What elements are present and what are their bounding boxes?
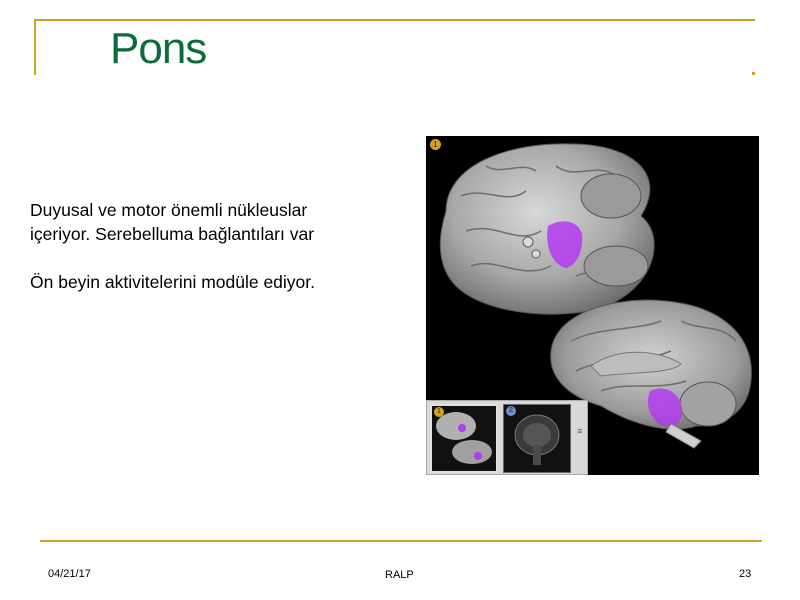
brain-figure: [426, 136, 759, 475]
body-line-1: Duyusal ve motor önemli nükleuslar: [30, 200, 308, 220]
thumbnail-badge-2: 2: [506, 406, 516, 416]
thumbnail-strip: [426, 400, 588, 475]
ventral-brain-view: [440, 144, 654, 314]
slide-title: Pons: [110, 24, 207, 73]
thumbnail-scroll-handle[interactable]: ≡: [577, 426, 583, 436]
thumbnail-badge-1: 1: [434, 407, 444, 417]
title-frame-top-line: [34, 19, 755, 21]
title-frame-dot: [752, 72, 755, 75]
title-frame-left-line: [34, 19, 36, 75]
footer-center-text: RALP: [385, 569, 414, 581]
slide-body: [30, 198, 390, 294]
figure-badge-1: 1: [430, 139, 441, 150]
body-line-2: içeriyor. Serebelluma bağlantıları var: [30, 224, 315, 244]
thumbnail-brain-3d[interactable]: [430, 404, 498, 473]
body-line-3: Ön beyin aktivitelerini modüle ediyor.: [30, 272, 316, 292]
footer-page-number: 23: [739, 568, 752, 580]
thumbnail-mri[interactable]: [503, 404, 571, 473]
footer-date: 04/21/17: [48, 568, 91, 580]
footer-divider: [40, 540, 762, 542]
